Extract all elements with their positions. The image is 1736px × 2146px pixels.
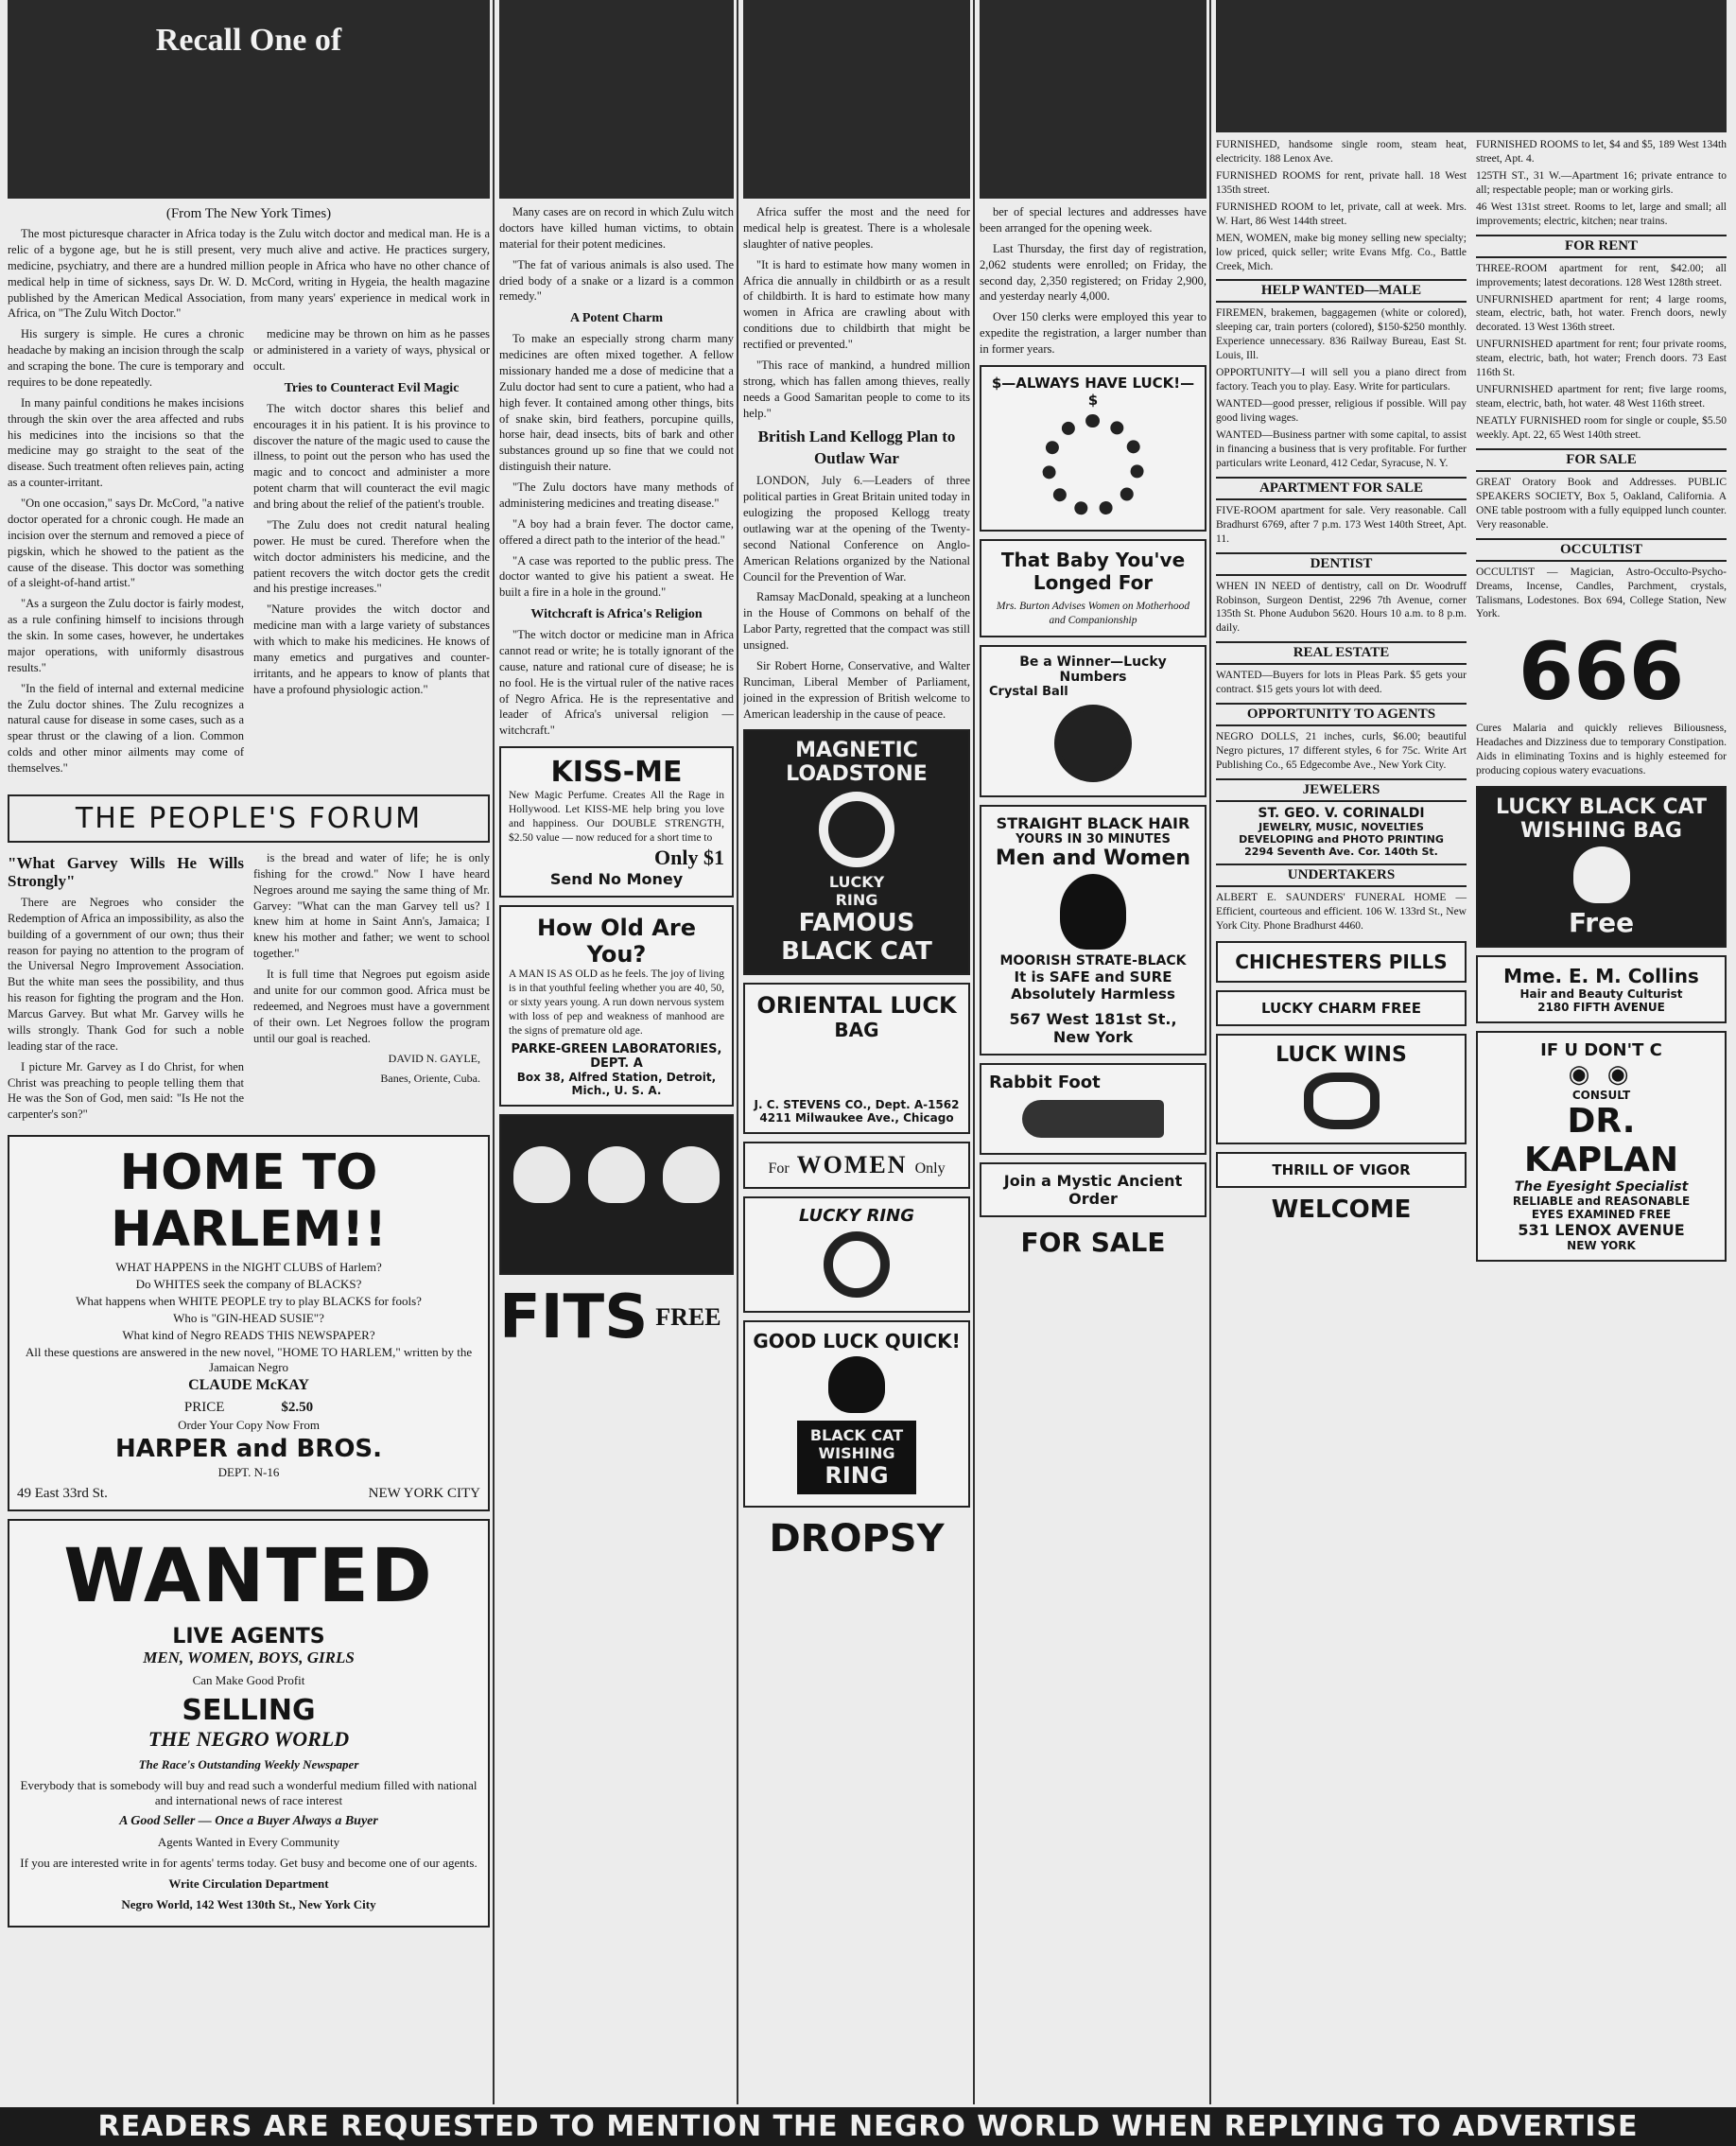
article-paragraph: "Nature provides the witch doctor and medicine man with a large variety of substances with which to make his medicines. He knows of many emetics and purgatives and counter-irritants, and he appears to know of plants that have a profound physiologic action." bbox=[253, 602, 490, 696]
ad-price-row bbox=[17, 1400, 480, 1416]
article-paragraph: "A case was reported to the public press. The doctor wanted to give his patient a sweat. He built a fire in a hole in the ground." bbox=[499, 553, 734, 600]
section-head: FOR RENT bbox=[1476, 235, 1727, 258]
article-body bbox=[499, 204, 734, 739]
lodestone-ad bbox=[743, 729, 970, 975]
ad-line: LUCKY bbox=[828, 873, 885, 892]
ad-line: RING bbox=[825, 1462, 889, 1490]
classified-item: NEGRO DOLLS, 21 inches, curls, $6.00; beautiful Negro pictures, 17 different styles, 6 for 75c. Write Art Publishing Co., 65 Edgecombe Ave., New York City. bbox=[1216, 731, 1467, 772]
ad-publisher: HARPER and BROS. bbox=[114, 1435, 383, 1464]
ad-address: Negro World, 142 West 130th St., New York City bbox=[121, 1897, 376, 1912]
forum-paragraph: It is full time that Negroes put egoism aside and unite for our common good. Africa must be redeemed, and Negroes must have a government of their own. Let Negroes follow the program until our goal is reached. bbox=[253, 968, 490, 1045]
section-head: FOR SALE bbox=[1476, 448, 1727, 472]
lucky-ring-ad bbox=[743, 1196, 970, 1313]
article-body bbox=[8, 226, 490, 322]
article-paragraph: "On one occasion," says Dr. McCord, "a native doctor operated for a chronic cough. He made an incision over the sternum and removed a piece of pigskin, which he showed to the patient as the cause of the disease. This doctor was something of a sleight-of-hand artist." bbox=[8, 497, 244, 590]
article-body bbox=[743, 204, 970, 722]
black-cat-icon bbox=[1573, 846, 1630, 903]
ad-title: LUCK WINS bbox=[1276, 1042, 1407, 1067]
news-paragraph: Sir Robert Horne, Conservative, and Walter Runciman, Liberal Member of Parliament, joined in the expression of British welcome to American leadership in the cause of peace. bbox=[743, 658, 970, 721]
column-5 bbox=[1216, 0, 1727, 1269]
jeweler-line: JEWELRY, MUSIC, NOVELTIES bbox=[1259, 821, 1424, 833]
mystic-order-ad bbox=[980, 1162, 1207, 1217]
column-rule bbox=[493, 0, 495, 2104]
classified-item: UNFURNISHED apartment for rent; four private rooms, steam, electric, bath, hot water; French doors. 73 East 116th St. bbox=[1476, 339, 1727, 379]
lucky-charm-ad bbox=[1216, 990, 1467, 1026]
section-head: UNDERTAKERS bbox=[1216, 864, 1467, 887]
ad-line: MAGNETIC bbox=[795, 739, 918, 763]
forum-paragraph: I picture Mr. Garvey as I do Christ, for when Christ was preaching to people telling them that He was the Son of God, men said: "Is He not the carpenter's son?" bbox=[8, 1059, 244, 1122]
classified-item: WANTED—Buyers for lots in Pleas Park. $5 gets your contract. $15 gets yours lot with deed. bbox=[1216, 670, 1467, 696]
article-paragraph: "The witch doctor or medicine man in Africa cannot read or write; he is totally ignorant of the cause, nature and rational cure of disease; he is no fool. He is the virtual ruler of the native races of Negro Africa. He is the representative and leader of Africa's universal religion — witchcraft." bbox=[499, 628, 734, 738]
ad-title: FITS bbox=[499, 1282, 649, 1352]
article-columns bbox=[8, 326, 490, 781]
news-paragraph: Ramsay MacDonald, speaking at a luncheon in the House of Commons on behalf of the Labor Party, regretted that the compact was still unsigned. bbox=[743, 590, 970, 652]
classified-item: OPPORTUNITY—I will sell you a piano direct from factory. Teach you to play. Easy. Write for particulars. bbox=[1216, 367, 1467, 393]
section-head: OPPORTUNITY TO AGENTS bbox=[1216, 703, 1467, 726]
column-3 bbox=[743, 0, 970, 1561]
forum-paragraph: There are Negroes who consider the Redemption of Africa an impossibility, as also the building of a government of our own; thus their reason for paying no attention to the program of the Universal Negro Improvement Association. But the white man sees the possibility, and thus his reason for fighting the program and the Hon. Marcus Garvey. But what Mr. Garvey wills he wills strongly. Thank God for such a noble leading star of the race. bbox=[8, 895, 244, 1053]
column-2 bbox=[499, 0, 734, 1352]
ad-title: DR. KAPLAN bbox=[1523, 1102, 1679, 1180]
column-header-band bbox=[980, 0, 1207, 199]
article-paragraph: In many painful conditions he makes incisions through the skin over the area affected and rubs his medicines into the incisions so that the medicine may go straight to the seat of the disease. Such treatment often relieves pain, acting as a counter-irritant. bbox=[8, 395, 244, 490]
article-paragraph: The witch doctor shares this belief and encourages it in his patient. It is his province to discover the nature of the magic used to cause the illness, to point out the person who has used the magic and to concoct and administer a more potent charm that will counteract the evil magic and bring about the relief of the patient's trouble. bbox=[253, 401, 490, 512]
column-1 bbox=[8, 0, 490, 1935]
ring-icon bbox=[1304, 1073, 1380, 1129]
ad-line: FREE bbox=[655, 1302, 721, 1331]
ad-line: Mrs. Burton Advises Women on Motherhood and Companionship bbox=[996, 600, 1190, 626]
classified-item: FURNISHED ROOM to let, private, call at week. Mrs. W. Hart, 86 West 144th street. bbox=[1216, 201, 1467, 227]
article-paragraph: ber of special lectures and addresses have been arranged for the opening week. bbox=[980, 205, 1207, 235]
ad-line: What happens when WHITE PEOPLE try to play BLACKS for fools? bbox=[76, 1294, 422, 1309]
ad-line: Crystal Ball bbox=[989, 684, 1068, 699]
ad-line: If you are interested write in for agents' terms today. Get busy and become one of our agents. bbox=[20, 1856, 477, 1871]
ad-line: IF U DON'T C bbox=[1540, 1040, 1662, 1061]
classified-masthead bbox=[1216, 0, 1727, 132]
ad-line: RING bbox=[835, 891, 878, 910]
ad-line: SELLING bbox=[182, 1694, 316, 1728]
ad-line: MEN, WOMEN, BOYS, GIRLS bbox=[143, 1649, 355, 1667]
ad-line: Hair and Beauty Culturist bbox=[1519, 987, 1683, 1002]
ad-title: Rabbit Foot bbox=[989, 1072, 1101, 1092]
ad-title: KISS-ME bbox=[550, 756, 683, 790]
article-paragraph: Many cases are on record in which Zulu witch doctors have killed human victims, to obtain material for their potent medicines. bbox=[499, 205, 734, 251]
ad-city: NEW YORK CITY bbox=[368, 1486, 480, 1502]
column-rule bbox=[737, 0, 738, 2104]
classified-item: NEATLY FURNISHED room for single or couple, $5.50 weekly. Apt. 22, 65 West 140th street. bbox=[1476, 415, 1727, 441]
ad-line: WISHING BAG bbox=[1520, 819, 1682, 844]
ad-paper: THE NEGRO WORLD bbox=[148, 1727, 350, 1752]
forum-letter-title: "What Garvey Wills He Wills Strongly" bbox=[8, 853, 244, 891]
column-4 bbox=[980, 0, 1207, 1258]
column-rule bbox=[1209, 0, 1211, 2104]
ad-line: Agents Wanted in Every Community bbox=[157, 1835, 340, 1850]
ad-dept: DEPT. N-16 bbox=[217, 1465, 280, 1480]
ad-line: EYES EXAMINED FREE bbox=[1531, 1208, 1672, 1222]
ad-line: Men and Women bbox=[995, 846, 1191, 870]
classified-item: WANTED—Business partner with some capital, to assist in financing a business that is very profitable. For further particulars write Leonard, 412 Cedar, Syracuse, N. Y. bbox=[1216, 428, 1467, 469]
classified-item: FURNISHED, handsome single room, steam heat, electricity. 188 Lenox Ave. bbox=[1216, 139, 1467, 165]
good-luck-ad bbox=[743, 1320, 970, 1508]
ad-line: Who is "GIN-HEAD SUSIE"? bbox=[173, 1311, 324, 1326]
ad-line: Do WHITES seek the company of BLACKS? bbox=[135, 1277, 362, 1292]
article-body bbox=[980, 204, 1207, 358]
ad-title: ORIENTAL LUCK bbox=[756, 992, 957, 1020]
classified-item: MEN, WOMEN, make big money selling new specialty; low priced, quick seller; write Evans Mfg. Co., Battle Creek, Mich. bbox=[1216, 232, 1467, 272]
ad-line: FAMOUS bbox=[798, 909, 915, 938]
ad-line: Write Circulation Department bbox=[168, 1876, 329, 1892]
ad-address: 2180 FIFTH AVENUE bbox=[1537, 1001, 1665, 1015]
ad-line: BAG bbox=[834, 1019, 879, 1042]
ad-company: J. C. STEVENS CO., Dept. A-1562 bbox=[754, 1098, 960, 1112]
ad-line: RELIABLE and REASONABLE bbox=[1512, 1195, 1691, 1209]
article-subhead: Tries to Counteract Evil Magic bbox=[284, 380, 460, 395]
for-sale-ad: FOR SALE bbox=[1020, 1226, 1166, 1258]
ad-line: Send No Money bbox=[549, 869, 684, 888]
article-subhead: A Potent Charm bbox=[570, 311, 663, 326]
classified-item: FIREMEN, brakemen, baggagemen (white or colored), sleeping car, train porters (colored), $150-$250 monthly. Experience unnecessary. 836 Railway Bureau, East St. Louis, Ill. bbox=[1216, 307, 1467, 362]
chichesters-ad bbox=[1216, 941, 1467, 983]
dropsy-ad: DROPSY bbox=[769, 1517, 945, 1562]
forum-paragraph: is the bread and water of life; he is only fishing for the crowd." Now I have heard Negroes around me saying the same thing of Mr. Garvey: "What can the man Garvey tell us? I knew him at home in Saint Ann's, Jamaica; I knew his mother and father; we went to school together." bbox=[253, 850, 490, 961]
article-paragraph: His surgery is simple. He cures a chronic headache by making an incision through the scalp and scraping the bone. The cure is temporary and requires to be done repeatedly. bbox=[8, 327, 244, 389]
rabbit-foot-ad bbox=[980, 1063, 1207, 1155]
ad-line: The Eyesight Specialist bbox=[1514, 1179, 1689, 1195]
section-head: REAL ESTATE bbox=[1216, 641, 1467, 665]
collins-ad bbox=[1476, 955, 1727, 1023]
for-women-ad bbox=[743, 1142, 970, 1189]
home-to-harlem-ad bbox=[8, 1135, 490, 1511]
jeweler-name: ST. GEO. V. CORINALDI bbox=[1258, 806, 1425, 821]
ad-line: What kind of Negro READS THIS NEWSPAPER? bbox=[122, 1328, 375, 1343]
eyes-icon: ◉ ◉ bbox=[1568, 1060, 1635, 1089]
article-paragraph: The most picturesque character in Africa today is the Zulu witch doctor and medical man. He is a relic of a bygone age, but he is still present, very much alive and active. He practices surgery, medicine, psychiatry, and there are a hundred million people in Africa who have no other chance of medical help in time of sickness, says Dr. W. D. McCord, writing in Hygeia, the health magazine published by the American Medical Association, from many years' experience in medical work in Africa, on "The Zulu Witch Doctor." bbox=[8, 227, 490, 321]
ring-icon bbox=[819, 792, 894, 867]
jeweler-line: DEVELOPING and PHOTO PRINTING bbox=[1239, 833, 1444, 846]
thrill-of-vigor-ad bbox=[1216, 1152, 1467, 1188]
crystal-ball-icon bbox=[1054, 705, 1132, 782]
ad-line: Can Make Good Profit bbox=[192, 1673, 305, 1688]
news-paragraph: LONDON, July 6.—Leaders of three political parties in Great Britain united today in eulogizing the proposed Kellogg treaty outlawing war at the opening of the Twenty-second National Conference on Anglo-American Relations organized by the National Council for the Prevention of War. bbox=[743, 474, 970, 584]
ad-line: Only bbox=[914, 1160, 946, 1178]
black-cat-icon bbox=[828, 1356, 885, 1413]
ad-address: Box 38, Alfred Station, Detroit, Mich., U. S. A. bbox=[516, 1070, 717, 1097]
article-paragraph: "The Zulu does not credit natural healing power. He must be cured. Therefore when the witch doctor administers his medicine, and the patient recovers the witch doctor gets the credit and his prestige increases." bbox=[253, 517, 490, 596]
lodestone-icon bbox=[1042, 414, 1144, 516]
ad-title: LUCKY CHARM FREE bbox=[1260, 999, 1422, 1017]
article-paragraph: medicine may be thrown on him as he passes or administered in a variety of ways, physical or occult. bbox=[253, 327, 490, 373]
crystal-ball-ad bbox=[980, 645, 1207, 797]
kaplan-ad bbox=[1476, 1031, 1727, 1262]
classified-item: WHEN IN NEED of dentistry, call on Dr. Woodruff Robinson, Surgeon Dentist, 2296 7th Avenue, corner 135th St. Phone Audubon 5620. Hours 10 a.m. to 8 p.m. daily. bbox=[1216, 580, 1467, 635]
byline: (From The New York Times) bbox=[165, 206, 332, 221]
image-ad bbox=[499, 1114, 734, 1275]
ad-author: CLAUDE McKAY bbox=[188, 1377, 309, 1394]
ad-666-text: Cures Malaria and quickly relieves Biliousness, Headaches and Dizziness due to temporary Constipation. Aids in eliminating Toxins and is highly esteemed for producing copious watery evacuations. bbox=[1476, 723, 1727, 777]
fits-ad bbox=[499, 1282, 734, 1352]
article-paragraph: Africa suffer the most and the need for medical help is greatest. There is a wholesale slaughter of native peoples. bbox=[743, 205, 970, 251]
ad-line: The Race's Outstanding Weekly Newspaper bbox=[138, 1757, 359, 1772]
classified-item: GREAT Oratory Book and Addresses. PUBLIC SPEAKERS SOCIETY, Box 5, Oakland, California. A ONE table postroom with a fully equipped lunch counter. Very reasonable. bbox=[1476, 476, 1727, 531]
rabbit-foot-icon bbox=[1022, 1100, 1164, 1138]
news-headline: British Land Kellogg Plan to Outlaw War bbox=[757, 427, 956, 468]
section-head: APARTMENT FOR SALE bbox=[1216, 477, 1467, 500]
ad-line: STRAIGHT BLACK HAIR bbox=[996, 813, 1190, 832]
ad-line: Everybody that is somebody will buy and read such a wonderful medium filled with national and international news of race interest bbox=[20, 1778, 477, 1808]
ad-title: GOOD LUCK QUICK! bbox=[753, 1330, 961, 1353]
article-paragraph: "As a surgeon the Zulu doctor is fairly modest, as a rule confining himself to incisions through the skin. In some cases, however, he undertakes major operations, with uniformly disastrous results." bbox=[8, 597, 244, 674]
classified-item: THREE-ROOM apartment for rent, $42.00; all improvements; latest decorations. 128 West 128th street. bbox=[1476, 262, 1727, 288]
always-have-luck-ad bbox=[980, 365, 1207, 532]
ad-title: LUCKY RING bbox=[799, 1206, 914, 1227]
ad-line: Free bbox=[1568, 907, 1635, 939]
ad-text: New Magic Perfume. Creates All the Rage in Hollywood. Let KISS-ME help bring you love and happiness. Our DOUBLE STRENGTH, $2.50 value — now reduced for a short time to bbox=[509, 790, 724, 844]
ad-title: WANTED bbox=[63, 1534, 434, 1620]
ad-line: MOORISH STRATE-BLACK bbox=[999, 952, 1187, 968]
ad-title: CHICHESTERS PILLS bbox=[1235, 950, 1448, 973]
ad-line: It is SAFE and SURE bbox=[1014, 968, 1172, 986]
ad-title: THRILL OF VIGOR bbox=[1272, 1160, 1411, 1178]
portrait-icon bbox=[513, 1146, 570, 1203]
classified-columns bbox=[1216, 138, 1727, 1269]
classified-item: FURNISHED ROOMS to let, $4 and $5, 189 West 134th street, Apt. 4. bbox=[1476, 139, 1727, 165]
baby-ad bbox=[980, 539, 1207, 637]
main-headline bbox=[8, 0, 490, 199]
how-old-ad bbox=[499, 905, 734, 1107]
ad-price: $2.50 bbox=[281, 1400, 314, 1416]
ad-line: For bbox=[768, 1160, 790, 1178]
ad-line: LOADSTONE bbox=[786, 762, 928, 787]
portrait-icon bbox=[588, 1146, 645, 1203]
ad-title: WOMEN bbox=[796, 1151, 908, 1179]
ad-title: That Baby You've Longed For bbox=[1000, 548, 1186, 594]
section-head: HELP WANTED—MALE bbox=[1216, 279, 1467, 303]
black-cat-bag-ad bbox=[1476, 786, 1727, 948]
section-head: DENTIST bbox=[1216, 552, 1467, 576]
ad-line: A Good Seller — Once a Buyer Always a Buyer bbox=[119, 1814, 378, 1829]
classified-item: UNFURNISHED apartment for rent; five large rooms, steam, electric, bath, hot water. 48 West 116th street. bbox=[1476, 384, 1727, 410]
ad-line: BLACK CAT bbox=[781, 937, 932, 967]
forum-place: Banes, Oriente, Cuba. bbox=[380, 1071, 480, 1085]
article-paragraph: "The Zulu doctors have many methods of administering medicines and treating disease." bbox=[499, 480, 734, 510]
ad-company: PARKE-GREEN LABORATORIES, DEPT. A bbox=[511, 1041, 722, 1071]
ad-line: BLACK CAT bbox=[809, 1426, 904, 1445]
ad-title: Mme. E. M. Collins bbox=[1503, 965, 1699, 988]
forum-columns bbox=[8, 850, 490, 1127]
column-rule bbox=[973, 0, 975, 2104]
straight-hair-ad bbox=[980, 805, 1207, 1056]
classified-item: 46 West 131st street. Rooms to let, large and small; all improvements; electric, kitchen; near trains. bbox=[1476, 201, 1727, 227]
headline-line-3: Recall One of bbox=[155, 23, 342, 58]
column-header-band bbox=[743, 0, 970, 199]
classified-item: FURNISHED ROOMS for rent, private hall. 18 West 135th street. bbox=[1216, 169, 1467, 196]
jeweler-line: 2294 Seventh Ave. Cor. 140th St. bbox=[1244, 846, 1438, 858]
oriental-luck-ad bbox=[743, 983, 970, 1134]
article-paragraph: "It is hard to estimate how many women in Africa die annually in childbirth or as a result of childbirth. It is hard to estimate how many women in Africa are crawling about with conditions due to childbirth that might be rectified or prevented." bbox=[743, 257, 970, 351]
section-head: JEWELERS bbox=[1216, 778, 1467, 802]
portrait-icon bbox=[1060, 874, 1126, 950]
article-subhead: Witchcraft is Africa's Religion bbox=[530, 607, 703, 622]
ad-line: LUCKY BLACK CAT bbox=[1495, 795, 1708, 820]
ad-address-row bbox=[17, 1486, 480, 1502]
forum-signature: DAVID N. GAYLE, bbox=[388, 1052, 480, 1066]
ad-title: Be a Winner—Lucky Numbers bbox=[1019, 654, 1167, 685]
article-paragraph: "This race of mankind, a hundred million strong, which has fallen among thieves, really needs a Good Samaritan people to come to its help." bbox=[743, 358, 970, 420]
ad-line: CONSULT bbox=[1571, 1089, 1631, 1103]
classified-item: ALBERT E. SAUNDERS' FUNERAL HOME — Efficient, courteous and efficient. 106 W. 133rd St., New York City. Phone Bradhurst 4460. bbox=[1216, 892, 1467, 932]
ad-order: Order Your Copy Now From bbox=[178, 1418, 320, 1433]
classified-item: OCCULTIST — Magician, Astro-Occulto-Psycho-Dreams, Incense, Candles, Parchment, crystals, Talismans, Lodestones. Box 694, College Station, New York. bbox=[1476, 566, 1727, 620]
article-paragraph: Over 150 clerks were employed this year to expedite the registration, a larger number than in former years. bbox=[980, 310, 1207, 356]
article-paragraph: "In the field of internal and external medicine the Zulu doctor shines. The Zulu recognizes a natural cause for disease in some cases, such as a spear thrust or the clawing of a lion. Common colds and other minor ailments may come of themselves." bbox=[8, 681, 244, 775]
ad-city: NEW YORK bbox=[1567, 1239, 1636, 1253]
ad-address: 531 LENOX AVENUE bbox=[1518, 1221, 1685, 1240]
peoples-forum-header: THE PEOPLE'S FORUM bbox=[8, 794, 490, 843]
classified-item: 125TH ST., 31 W.—Apartment 16; private entrance to all; respectable people; man or working girls. bbox=[1476, 169, 1727, 196]
ad-title: How Old Are You? bbox=[537, 914, 696, 968]
ad-666-title: 666 bbox=[1518, 625, 1685, 719]
ring-icon bbox=[824, 1231, 890, 1298]
ad-address: 49 East 33rd St. bbox=[17, 1486, 108, 1502]
ad-price: Only $1 bbox=[654, 845, 724, 869]
ad-line: LIVE AGENTS bbox=[172, 1625, 325, 1649]
ad-title: HOME TO HARLEM!! bbox=[111, 1144, 387, 1259]
column-header-band bbox=[499, 0, 734, 199]
ad-line: WHAT HAPPENS in the NIGHT CLUBS of Harlem? bbox=[115, 1260, 382, 1275]
ad-title: $—ALWAYS HAVE LUCK!—$ bbox=[991, 374, 1195, 409]
ad-address: 567 West 181st St., New York bbox=[1009, 1009, 1177, 1046]
article-paragraph: Last Thursday, the first day of registration, 2,062 students were enrolled; on Friday, the second day, 2,350 registered; on Friday 2,900, and yesterday nearly 4,000. bbox=[980, 241, 1207, 304]
welcome-ad: WELCOME bbox=[1271, 1195, 1412, 1224]
kiss-me-ad bbox=[499, 746, 734, 898]
ad-line: All these questions are answered in the new novel, "HOME TO HARLEM," written by the Jamaican Negro bbox=[25, 1345, 473, 1375]
ad-price-label: PRICE bbox=[183, 1400, 225, 1416]
article-paragraph: To make an especially strong charm many medicines are often mixed together. A fellow missionary handed me a dose of medicine that a Zulu doctor had sent to cure a patient, who had a high fever. It contained among other things, bits of snake skin, bird feathers, porcupine quills, horse hair, dead insects, bits of bark and other substances ground up so fine that we could not distinguish their nature. bbox=[499, 332, 734, 474]
wanted-agents-ad bbox=[8, 1519, 490, 1928]
portrait-icon bbox=[663, 1146, 720, 1203]
ring-badge bbox=[797, 1421, 916, 1494]
ad-line: Absolutely Harmless bbox=[1011, 985, 1175, 1003]
article-paragraph: "A boy had a brain fever. The doctor came, offered a direct path to the interior of the head." bbox=[499, 516, 734, 547]
classified-item: UNFURNISHED apartment for rent; 4 large rooms, steam, electric, bath, hot water. French doors, newly decorated. 13 West 136th street. bbox=[1476, 293, 1727, 334]
ad-line: YOURS IN 30 MINUTES bbox=[1016, 831, 1171, 846]
ad-address: 4211 Milwaukee Ave., Chicago bbox=[759, 1111, 954, 1125]
section-head: OCCULTIST bbox=[1476, 538, 1727, 562]
ad-title: Join a Mystic Ancient Order bbox=[1003, 1171, 1183, 1208]
classified-item: WANTED—good presser, religious if possible. Will pay good living wages. bbox=[1216, 398, 1467, 424]
footer-banner: READERS ARE REQUESTED TO MENTION THE NEGRO WORLD WHEN REPLYING TO ADVERTISE bbox=[0, 2107, 1736, 2146]
luck-wins-ad bbox=[1216, 1034, 1467, 1144]
ad-text: A MAN IS AS OLD as he feels. The joy of living is in that youthful feeling whether you are 40, 50, or sixty years young. A run down nervous system with loss of pep and weakness of manhood are the signs of premature old age. bbox=[509, 968, 724, 1037]
classified-item: FIVE-ROOM apartment for sale. Very reasonable. Call Bradhurst 6769, after 7 p.m. 173 West 140th Street, Apt. 11. bbox=[1216, 504, 1467, 545]
article-paragraph: "The fat of various animals is also used. The dried body of a snake or a lizard is a common remedy." bbox=[499, 257, 734, 304]
ad-line: WISHING bbox=[818, 1444, 895, 1463]
